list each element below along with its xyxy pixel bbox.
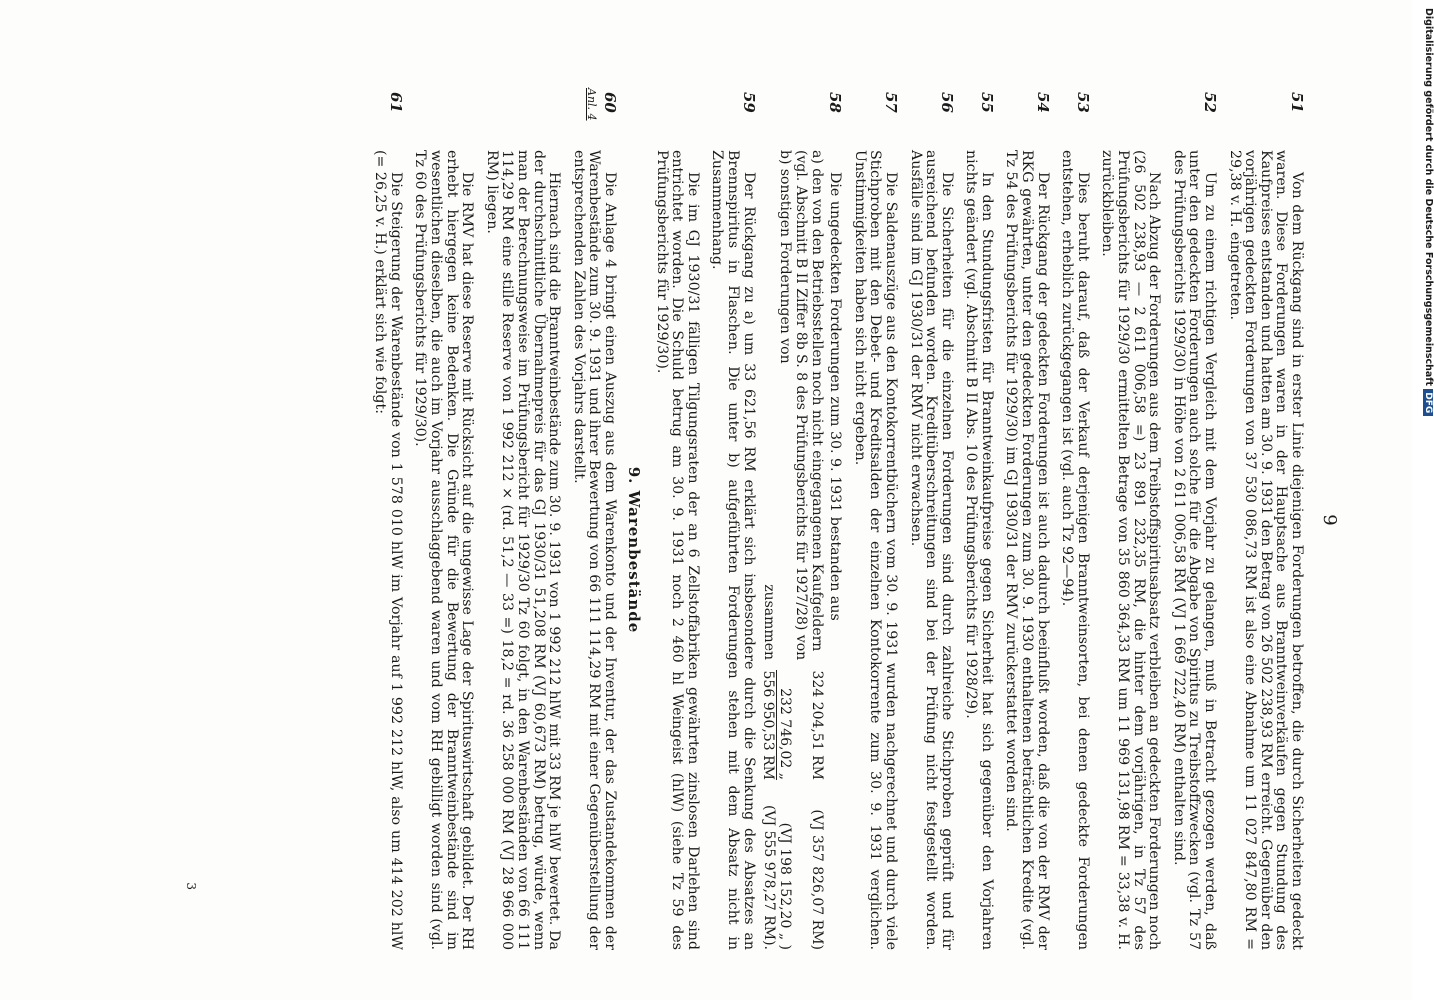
paragraph-number: 59 — [739, 92, 758, 113]
row-prev-year: (VJ 555 978,27 RM). — [760, 804, 777, 950]
margin-note: Anl. 4 — [585, 88, 598, 121]
paragraph-59-cont — [653, 150, 700, 950]
row-value: 556 950,53 RM — [759, 670, 776, 780]
table-row — [777, 150, 793, 950]
paragraph-59 — [709, 92, 758, 950]
paragraph-60-cont1 — [483, 150, 561, 950]
paragraph-54 — [1003, 92, 1052, 950]
paragraph-text: Die ungedeckten Forderungen zum 30. 9. 1931 bestanden aus — [827, 172, 844, 621]
paragraph-number: 55 — [977, 92, 996, 113]
receivables-table — [760, 150, 825, 950]
page-number: 9 — [1319, 514, 1340, 526]
section-heading: 9. Warenbestände — [625, 466, 643, 634]
paragraph-text: Nach Abzug der Forderungen aus dem Treibstoffspiritusabsatz verbleiben an gedeckten Forderungen noch (26 502 238,93 — 2 611 006,58 =) 23 891 232,35 RM, die hinter dem vorjährigen, in Tz 57 des Prüfungsberichts für 1929/30 ermittelten Betrage von 35 860 364,33 RM um 11 969 131,98 RM = 33,38 v. H. zurückbleiben. — [1099, 150, 1163, 950]
paragraph-number: 56 — [937, 92, 956, 113]
paragraph-number: 52 — [1201, 92, 1220, 113]
paragraph-55 — [963, 92, 996, 950]
dfg-logo: DFG — [1423, 389, 1433, 416]
credit-text: Digitalisierung gefördert durch die Deutsche Forschungsgemeinschaft — [1423, 8, 1434, 386]
paragraph-number: 51 — [1288, 92, 1306, 113]
paragraph-60 — [570, 88, 619, 950]
row-prev-year: (VJ 198 152,20 „ ) — [776, 822, 793, 950]
paragraph-text: Der Rückgang zu a) um 33 621,56 RM erklärt sich insbesondere durch die Senkung des Absatzes an Brennspiritus in Flaschen. Die unter b) aufgeführten Forderungen stehen mit dem Absatz nicht in Zusammenhang. — [709, 150, 757, 950]
paragraph-51 — [1226, 92, 1306, 950]
paragraph-text: Die Sicherheiten für die einzelnen Forderungen sind durch zahlreiche Stichproben geprüft und für ausreichend befunden worden. Kreditüberschreitungen sind bei der Prüfung nicht festgestellt worden. Ausfälle sind im GJ 1930/31 der RMV nicht erwachsen. — [907, 150, 955, 950]
row-value: 232 746,02 „ — [776, 688, 793, 780]
row-prev-year: (VJ 357 826,07 RM) — [808, 809, 825, 950]
row-label: b) sonstigen Forderungen von — [776, 150, 793, 364]
paragraph-text: Die RMV hat diese Reserve mit Rücksicht auf die ungewisse Lage der Spirituswirtschaft gebildet. Der RH erhebt hiergegen keine Bedenken. Die Gründe für die Bewertung der Branntweinbestände sind im wesentlichen dieselben, die auch im Vorjahr ausschlaggebend waren und vom RH gebilligt worden sind (vgl. Tz 60 des Prüfungsberichts für 1929/30). — [412, 150, 476, 950]
rotated-text-block — [184, 88, 1340, 950]
paragraph-text: Der Rückgang der gedeckten Forderungen ist auch dadurch beeinflußt worden, daß die von der RMV der RKG gewährten, unter den gedeckten Forderungen zum 30. 9. 1930 enthaltenen beträchtlichen Kredite (vgl. Tz 54 des Prüfungsberichts für 1929/30) im GJ 1930/31 der RMV zurückerstattet worden sind. — [1003, 150, 1051, 950]
paragraph-number: 58 — [826, 92, 845, 113]
paragraph-52 — [1170, 92, 1220, 950]
paragraph-number: 53 — [1073, 92, 1092, 113]
paragraph-60-cont2 — [412, 150, 474, 950]
paragraph-text: Hiernach sind die Branntweinbestände zum 30. 9. 1931 von 1 992 212 hlW mit 33 RM je hlW bewertet. Da der durchschnittliche Übernahmepreis für das GJ 1930/31 51,208 RM (VJ 60,673 RM) betrug, würde, wenn man der Berechnungsweise im Prüfungsbericht für 1929/30 Tz 60 folgt, in den Warenbeständen von 66 111 114,29 RM eine stille Reserve von 1 992 212 × (rd. 51,2 — 33 =) 18,2 = rd. 36 258 000 RM (VJ 28 966 000 RM) liegen. — [483, 150, 563, 950]
paragraph-text: Die Steigerung der Warenbestände von 1 578 010 hlW im Vorjahr auf 1 992 212 hlW, also um 414 202 hlW (= 26,25 v. H.) erklärt sich wie folgt: — [372, 150, 404, 950]
digitization-credit — [1414, 8, 1434, 988]
paragraph-52-cont — [1099, 150, 1161, 950]
row-value: 324 204,51 RM — [808, 670, 825, 780]
paragraph-number: 57 — [881, 92, 900, 113]
paragraph-61 — [372, 92, 405, 950]
row-label: zusammen — [760, 584, 777, 660]
paragraph-56 — [907, 92, 956, 950]
paragraph-number: 54 — [1033, 92, 1052, 113]
row-label: a) den von den Betriebsstellen noch nicht eingegangenen Kaufgeldern (vgl. Abschnitt B II Ziffer 8b S. 8 des Prüfungsberichts für 1927/28) von — [792, 150, 825, 661]
table-row — [793, 150, 825, 950]
paragraph-58 — [826, 92, 845, 950]
paragraph-57 — [851, 92, 900, 950]
paragraph-53 — [1059, 92, 1092, 950]
table-total-row — [760, 150, 777, 950]
paragraph-number: 61 — [386, 92, 405, 113]
paragraph-text: Dies beruht darauf, daß der Verkauf derjenigen Branntweinsorten, bei denen gedeckte Forderungen entstehen, erheblich zurückgegangen ist (vgl. auch Tz 92—94). — [1059, 150, 1091, 950]
paragraph-text: Um zu einem richtigen Vergleich mit dem Vorjahr zu gelangen, muß in Betracht gezogen werden, daß unter den gedeckten Forderungen auch solche für die Abgabe von Spiritus zu Treibstoffzwecken (vgl. Tz 57 des Prüfungsberichts 1929/30) in Höhe von 2 611 006,58 RM (VJ 1 669 722,40 RM) enthalten sind. — [1170, 150, 1219, 950]
paragraph-text: In den Stundungsfristen für Branntweinkaufpreise gegen Sicherheit hat sich gegenüber den Vorjahren nichts geändert (vgl. Abschnitt B II Abs. 10 des Prüfungsberichts für 1928/29). — [963, 150, 995, 950]
footer-mark: 3 — [184, 882, 198, 890]
paragraph-text: Von dem Rückgang sind in erster Linie diejenigen Forderungen betroffen, die durch Sicherheiten gedeckt waren. Diese Forderungen waren in der Hauptsache aus Branntweinverkäufen gegen Stundung des Kaufpreises entstanden und hatten am 30. 9. 1931 den Betrag von 26 502 238,93 RM erreicht. Gegenüber den vorjährigen gedeckten Forderungen von 37 530 086,73 RM ist also eine Abnahme um 11 027 847,80 RM = 29,38 v. H. eingetreten. — [1226, 150, 1305, 950]
paragraph-text: Die Anlage 4 bringt einen Auszug aus dem Warenkonto und der Inventur, der das Zustandekommen der Warenbestände zum 30. 9. 1931 und ihrer Bewertung von 66 111 114,29 RM mit einer Gegenüberstellung der entsprechenden Zahlen des Vorjahrs darstellt. — [570, 150, 618, 950]
paragraph-number: 60 — [601, 92, 619, 113]
paragraph-text: Die Saldenauszüge aus den Kontokorrentbüchern vom 30. 9. 1931 wurden nachgerechnet und durch viele Stichproben mit den Debet- und Kreditsalden der einzelnen Kontokorrente zum 30. 9. 1931 verglichen. Unstimmigkeiten haben sich nicht ergeben. — [851, 150, 899, 950]
paragraph-text: Die im GJ 1930/31 fälligen Tilgungsraten der an 6 Zellstoffabriken gewährten zinslosen Darlehen sind entrichtet worden. Die Schuld betrug am 30. 9. 1931 noch 2 460 hl Weingeist (hlW) (siehe Tz 59 des Prüfungsberichts für 1929/30). — [653, 150, 701, 950]
